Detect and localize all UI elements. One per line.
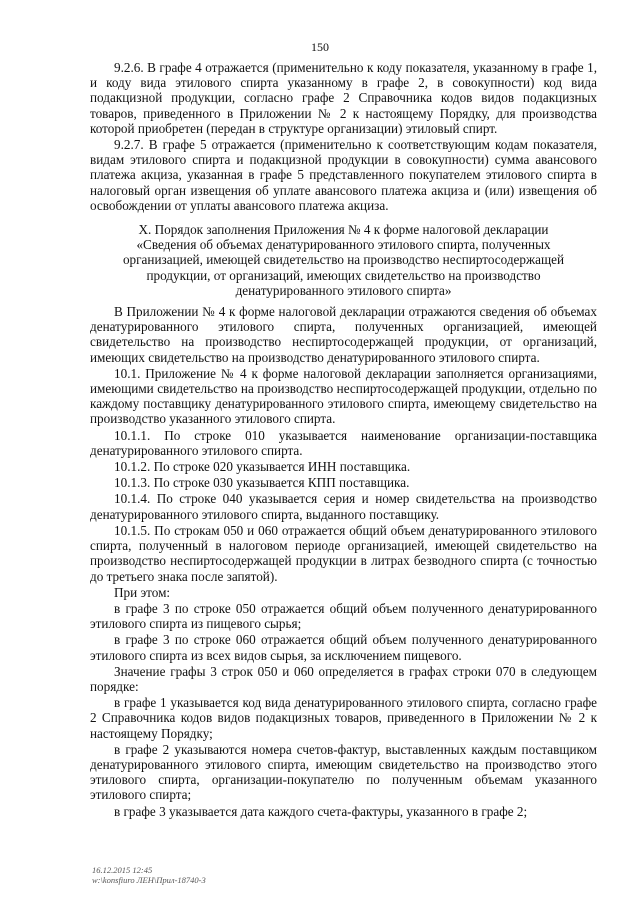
paragraph-10-1-2: 10.1.2. По строке 020 указывается ИНН поставщика.: [114, 459, 411, 475]
paragraph-10-1-1: 10.1.1. По строке 010 указывается наименование организации-поставщика денатурированного этилового спирта.: [90, 427, 597, 458]
paragraph-pri-etom: При этом:: [114, 584, 171, 600]
paragraph-9-2-7: 9.2.7. В графе 5 отражается (применительно к соответствующим кодам показателя, видам этилового спирта и подакцизной продукции в совокупности) сумма авансового платежа акциза, указанная в графе 5 представленного покупателем этилового спирта в налоговый орган извещения об уплате авансового платежа акциза и (или) извещения об освобождении от уплаты авансового платежа акциза.: [90, 137, 597, 213]
paragraph-grafa-2: в графе 2 указываются номера счетов-фактур, выставленных каждым поставщиком денатурированного этилового спирта, имеющим свидетельство на производство этого этилового спирта, организации-покупателю по полученным объемам указанного этилового спирта;: [90, 741, 597, 803]
paragraph-znachenie-grafy: Значение графы 3 строк 050 и 060 определяется в графах строки 070 в следующем порядке:: [90, 663, 597, 694]
section-heading-line: X. Порядок заполнения Приложения № 4 к форме налоговой декларации: [138, 222, 549, 238]
paragraph-10-1-4: 10.1.4. По строке 040 указывается серия и номер свидетельства на производство денатурированного этилового спирта, выданного поставщику.: [90, 491, 597, 522]
paragraph-10-1-5: 10.1.5. По строкам 050 и 060 отражается общий объем денатурированного этилового спирта, полученный в налоговом периоде организацией, имеющей свидетельство на производство неспиртосодержащей продукции в литрах безводного спирта (с точностью до третьего знака после запятой).: [90, 522, 597, 584]
paragraph-grafa-3-line-050: в графе 3 по строке 050 отражается общий объем полученного денатурированного этилового спирта из пищевого сырья;: [90, 600, 597, 632]
paragraph-grafa-1: в графе 1 указывается код вида денатурированного этилового спирта, согласно графе 2 Справочника кодов видов подакцизных товаров, приведенного в Приложении № 2 к настоящему Порядку;: [90, 695, 597, 741]
page-number: 150: [311, 40, 329, 54]
paragraph-intro: В Приложении № 4 к форме налоговой декларации отражаются сведения об объемах денатурированного этилового спирта, полученных организацией, имеющей свидетельство на производство неспиртосодержащей продукции, от организаций, имеющих свидетельство на производство денатурированного этилового спирта.: [90, 304, 597, 365]
section-heading-line: «Сведения об объемах денатурированного этилового спирта, полученных: [136, 237, 551, 253]
document-body: [90, 60, 597, 820]
paragraph-9-2-6: 9.2.6. В графе 4 отражается (применительно к коду показателя, указанному в графе 1, и коду вида этилового спирта указанному в графе 2, в совокупности) код вида подакцизной продукции, согласно графе 2 Справочника кодов видов подакцизных товаров, приведенного в Приложении № 2 к настоящему Порядку, для производства которой приобретен (передан в структуре организации) этиловый спирт.: [90, 60, 597, 136]
paragraph-grafa-3: в графе 3 указывается дата каждого счета-фактуры, указанного в графе 2;: [114, 803, 528, 819]
paragraph-grafa-3-line-060: в графе 3 по строке 060 отражается общий объем полученного денатурированного этилового спирта из всех видов сырья, за исключением пищевого.: [90, 632, 597, 663]
paragraph-10-1: 10.1. Приложение № 4 к форме налоговой декларации заполняется организациями, имеющими свидетельство на производство неспиртосодержащей продукции, отдельно по каждому поставщику денатурированного этилового спирта, имеющему свидетельство на производство указанного этилового спирта.: [90, 365, 597, 427]
section-heading: [90, 222, 597, 298]
stamp-date: 16.12.2015 12:45: [92, 865, 153, 875]
print-stamp: [92, 865, 206, 885]
section-heading-line: организацией, имеющей свидетельство на производство неспиртосодержащей: [122, 252, 565, 268]
section-heading-line: денатурированного этилового спирта»: [235, 282, 452, 298]
stamp-path: w:\konsfiuro ЛЕН\Прил-18740-3: [92, 875, 206, 885]
paragraph-10-1-3: 10.1.3. По строке 030 указывается КПП поставщика.: [114, 475, 410, 491]
section-heading-line: продукции, от организаций, имеющих свидетельство на производство: [146, 267, 541, 283]
